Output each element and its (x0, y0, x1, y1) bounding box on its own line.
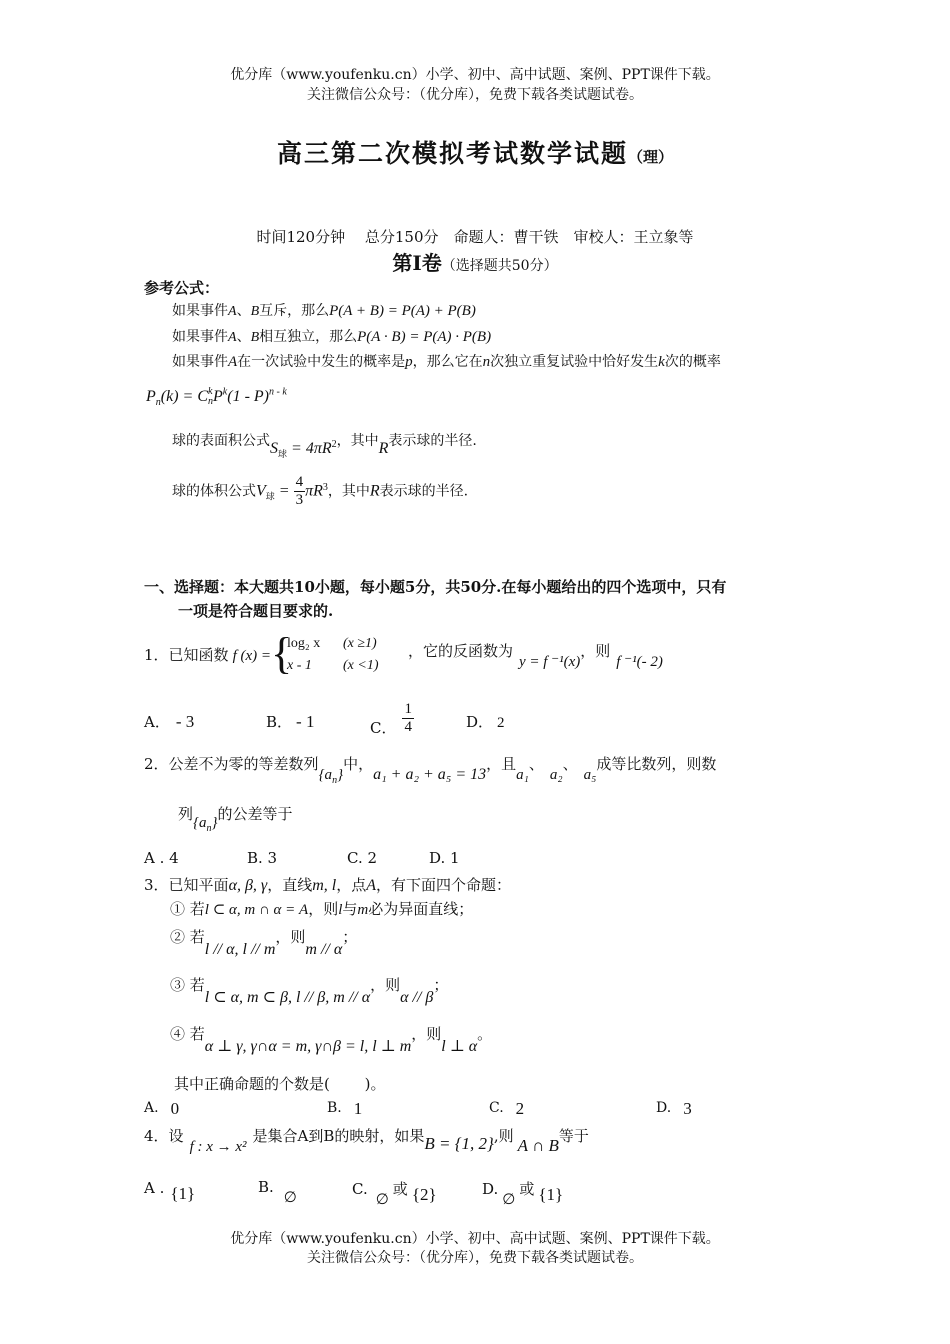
formula-text: 球的表面积公式 (172, 433, 270, 449)
option-value: ∅ (375, 1192, 389, 1208)
fraction-denominator: 4 (404, 719, 412, 735)
formula-text: 相互独立，那么 (259, 329, 358, 345)
formula-sub: 球 (278, 449, 288, 460)
proposition-text: 与 (342, 900, 358, 918)
question-text: 设 (168, 1127, 184, 1145)
question-text: 的公差等于 (217, 805, 293, 823)
question-text: ，它的反函数为 (408, 642, 514, 660)
header-line-1: 优分库（www.youfenku.cn）小学、初中、高中试题、案例、PPT课件下载。 (230, 67, 720, 83)
formula-equation: = (274, 482, 294, 500)
formula-equation: P(A · B) = P(A) · P(B) (357, 329, 492, 345)
option-label: C． (370, 718, 397, 737)
question-text: 成等比数列，则数 (596, 755, 717, 773)
title-suffix: （理） (628, 148, 674, 166)
question-text: ，则 (580, 642, 611, 660)
formula-var: P (146, 388, 156, 405)
formula-text: 在一次试验中发生的概率是 (237, 354, 406, 370)
question-text: ，有下面四个命题： (376, 876, 512, 894)
sequence-sub: n (206, 823, 212, 834)
term-a2: a₂ (549, 767, 563, 783)
proposition-math: α ⊥ γ, γ∩α = m, γ∩β = l, l ⊥ m (204, 1038, 412, 1055)
piece-2-expr: x - 1 (287, 658, 312, 673)
option-label: B． (266, 713, 293, 731)
proposition-text: ，则 (411, 1025, 442, 1043)
formula-sup: k (222, 386, 228, 398)
question-number: 2． (144, 755, 169, 773)
question-4 (144, 1125, 589, 1155)
formula-sup: n - k (269, 386, 287, 398)
piece-1-expr: log₂ x (287, 636, 321, 651)
formula-text: 次独立重复试验中恰好发生 (490, 354, 659, 370)
fraction-numerator: 1 (404, 701, 412, 717)
sequence-sub: n (332, 775, 338, 786)
question-text: 列 (178, 805, 194, 823)
question-text: ，点 (336, 876, 367, 894)
point: A (366, 877, 377, 894)
question-text: ,则 (493, 1127, 514, 1145)
term-a5: a₅ (583, 767, 597, 783)
option-label: B. (258, 1178, 274, 1196)
formulas-heading: 参考公式： (144, 279, 220, 297)
question-text: 公差不为零的等差数列 (168, 755, 319, 773)
mapping: f : x → x² (189, 1139, 247, 1155)
formula-var: R (378, 440, 389, 457)
question-sep: 、 (562, 755, 578, 773)
option-label: A . (144, 1179, 165, 1197)
option-value: ∅ (502, 1192, 516, 1208)
option-value: - 3 (175, 712, 195, 731)
q3-option-c[interactable] (489, 1097, 524, 1117)
fraction-numerator: 4 (295, 474, 304, 490)
option-or: 或 (519, 1180, 535, 1198)
question-text: 中， (343, 755, 374, 773)
proposition-2 (170, 926, 358, 958)
proposition-math: l ⊥ α (441, 1038, 478, 1055)
set-b: B = {1, 2} (424, 1134, 494, 1153)
formula-var: B (250, 330, 260, 345)
formula-text: ，那么它在 (412, 354, 483, 370)
sequence-open: {a (193, 815, 207, 831)
q3-option-b[interactable] (327, 1097, 362, 1117)
formula-text: 如果事件 (172, 354, 228, 370)
question-text: 是集合A到B的映射，如果 (252, 1127, 425, 1145)
proposition-text: ② 若 (170, 928, 205, 946)
footer-line-2: 关注微信公众号：（优分库），免费下载各类试题试卷。 (307, 1250, 643, 1266)
lines: m, l (312, 877, 337, 894)
proposition-text: ，则 (370, 976, 401, 994)
option-label: D． (466, 713, 494, 731)
option-label: B. (327, 1100, 342, 1116)
formula-var: P (213, 388, 223, 405)
proposition-math: l ⊂ α, m ⊂ β, l // β, m // α (204, 989, 371, 1006)
question-3-ask: 其中正确命题的个数是( )。 (174, 1075, 386, 1093)
option-label: C. (352, 1180, 368, 1198)
formula-equation: (1 - P) (227, 388, 270, 405)
formula-var: A (228, 304, 237, 319)
proposition-text: ④ 若 (170, 1025, 205, 1043)
piece-2-cond: (x <1) (343, 658, 379, 673)
proposition-math: l // α, l // m (204, 941, 276, 958)
question-text: ，直线 (267, 876, 313, 894)
formula-var: A (228, 330, 237, 345)
q4-option-c[interactable] (352, 1178, 437, 1208)
q2-option-d[interactable]: D. 1 (429, 849, 460, 867)
question-number: 1． (144, 646, 169, 664)
proposition-text: 。 (477, 1025, 493, 1043)
option-fraction (402, 701, 414, 736)
option-value: 3 (683, 1099, 692, 1118)
proposition-text: ； (433, 976, 449, 994)
formula-var: k (658, 354, 665, 370)
piece-1-cond: (x ≥1) (343, 636, 377, 651)
formula-text: 表示球的半径. (379, 483, 469, 500)
formula-sub: n (208, 395, 214, 407)
formula-exclusive (172, 300, 476, 320)
q2-option-a[interactable]: A . 4 (144, 849, 179, 867)
sequence-close: } (211, 815, 218, 831)
part-one-heading (0, 247, 950, 276)
option-value: ∅ (283, 1190, 297, 1206)
proposition-math: m // α (305, 941, 343, 958)
option-value: {1} (538, 1185, 564, 1204)
formula-equation: (k) = C (160, 388, 209, 405)
formula-var: A (228, 354, 238, 370)
q4-option-a[interactable] (144, 1178, 196, 1203)
part-one-label: 第Ⅰ卷 (392, 251, 442, 275)
question-text: 已知函数 (168, 646, 229, 664)
option-label: A． (144, 713, 170, 731)
formula-sphere-volume (172, 474, 468, 509)
proposition-math: m (357, 902, 369, 918)
sequence (193, 815, 218, 834)
option-value: 1 (353, 1099, 363, 1118)
formula-fraction (294, 474, 306, 509)
q1-option-a[interactable] (144, 711, 194, 732)
formula-equation: = 4πR (287, 440, 332, 457)
formula-independent (172, 326, 491, 346)
q3-option-a[interactable] (144, 1097, 179, 1117)
q4-option-d[interactable] (482, 1178, 564, 1208)
sum-equation: a₁ + a₂ + a₅ = 13 (373, 766, 487, 783)
proposition-text: ③ 若 (170, 976, 205, 994)
inverse-value: f ⁻¹(- 2) (616, 654, 663, 670)
formula-text: 如果事件 (172, 329, 228, 345)
intersection: A ∩ B (517, 1136, 559, 1155)
proposition-text: ，则 (275, 928, 306, 946)
question-number: 4． (144, 1127, 169, 1145)
brace-icon: { (271, 629, 293, 678)
option-value: - 1 (296, 712, 315, 731)
formula-sep: 、 (236, 303, 251, 319)
question-sep: 、 (528, 755, 544, 773)
proposition-math: α // β (400, 989, 434, 1006)
formula-binomial-text (172, 351, 721, 371)
function-name: f (x) = (232, 647, 271, 664)
q4-option-b[interactable] (258, 1178, 297, 1206)
sequence-close: } (337, 767, 344, 783)
option-label: D. (656, 1100, 672, 1116)
part-one-note: （选择题共50分） (441, 258, 558, 274)
sequence (318, 767, 344, 786)
proposition-1 (170, 898, 473, 919)
formula-text: 互斥，那么 (259, 303, 330, 319)
q1-option-b[interactable] (266, 711, 314, 732)
formula-var: n (482, 354, 491, 370)
formula-text: 如果事件 (172, 303, 228, 319)
formula-text: 球的体积公式 (172, 483, 256, 500)
q1-option-d[interactable] (466, 711, 505, 732)
exam-info: 时间120分钟 总分150分 命题人：曹干铁 审校人：王立象等 (256, 228, 694, 246)
option-label: D. (482, 1180, 499, 1198)
formula-var: V (256, 482, 266, 500)
planes: α, β, γ (228, 877, 268, 894)
sequence-open: {a (318, 767, 333, 783)
formula-equation: P(A + B) = P(A) + P(B) (329, 303, 476, 319)
formula-var: B (250, 304, 260, 319)
formula-sup: 3 (322, 481, 328, 493)
formula-sup: 2 (331, 439, 337, 451)
formula-sup: k (208, 385, 213, 397)
q3-option-d[interactable] (656, 1097, 692, 1117)
q2-option-b[interactable]: B. 3 (247, 849, 278, 867)
header-line-2: 关注微信公众号：（优分库），免费下载各类试题试卷。 (307, 87, 643, 103)
option-value: 2 (515, 1099, 525, 1118)
formula-var: p (405, 354, 413, 370)
formula-sub: n (155, 397, 161, 409)
formula-text: ，其中 (327, 483, 370, 500)
option-value: 0 (170, 1099, 180, 1118)
formula-var: S (270, 440, 278, 457)
fraction-denominator: 3 (295, 492, 304, 508)
q1-option-c[interactable] (370, 701, 414, 736)
question-2-line-2 (178, 803, 293, 834)
proposition-4 (170, 1023, 493, 1055)
term-a1: a₁ (516, 767, 529, 783)
question-text: 等于 (558, 1127, 589, 1145)
page-title (0, 134, 950, 170)
title-main: 高三第二次模拟考试数学试题 (276, 139, 628, 168)
question-3 (144, 874, 511, 895)
question-1-tail (408, 640, 663, 670)
proposition-3 (170, 974, 449, 1006)
proposition-math: l ⊂ α, m ∩ α = A (204, 902, 309, 918)
proposition-math: l (338, 902, 343, 918)
section-one-line-2: 一项是符合题目要求的. (178, 602, 334, 620)
option-label: A. (144, 1100, 159, 1116)
proposition-text: ； (342, 928, 358, 946)
option-value: 2 (497, 715, 505, 731)
option-or: 或 (392, 1180, 408, 1198)
question-number: 3． (144, 876, 169, 894)
formula-var: R (369, 482, 380, 500)
q2-option-c[interactable]: C. 2 (347, 849, 378, 867)
question-text: 已知平面 (168, 876, 229, 894)
question-text: ，且 (486, 755, 517, 773)
section-one-line-1: 一、选择题：本大题共10小题，每小题5分，共50分.在每小题给出的四个选项中，只有 (144, 578, 727, 596)
option-label: C. (489, 1100, 504, 1116)
formula-sub: 球 (265, 492, 275, 503)
formula-text: 次的概率 (664, 354, 721, 370)
formula-text: 表示球的半径. (388, 433, 477, 449)
option-value: {1} (170, 1184, 196, 1203)
formula-text: ，其中 (336, 433, 379, 449)
footer-line-1: 优分库（www.youfenku.cn）小学、初中、高中试题、案例、PPT课件下载。 (230, 1231, 720, 1247)
inverse-function: y = f ⁻¹(x) (519, 654, 581, 670)
formula-binomial (146, 386, 287, 408)
option-value: {2} (411, 1185, 437, 1204)
question-2 (144, 753, 717, 786)
proposition-text: ① 若 (170, 900, 205, 918)
proposition-text: ，则 (308, 900, 339, 918)
formula-equation: πR (305, 482, 323, 500)
formula-sep: 、 (236, 329, 251, 345)
proposition-text: 必为异面直线； (368, 900, 474, 918)
formula-sphere-area (172, 430, 477, 460)
